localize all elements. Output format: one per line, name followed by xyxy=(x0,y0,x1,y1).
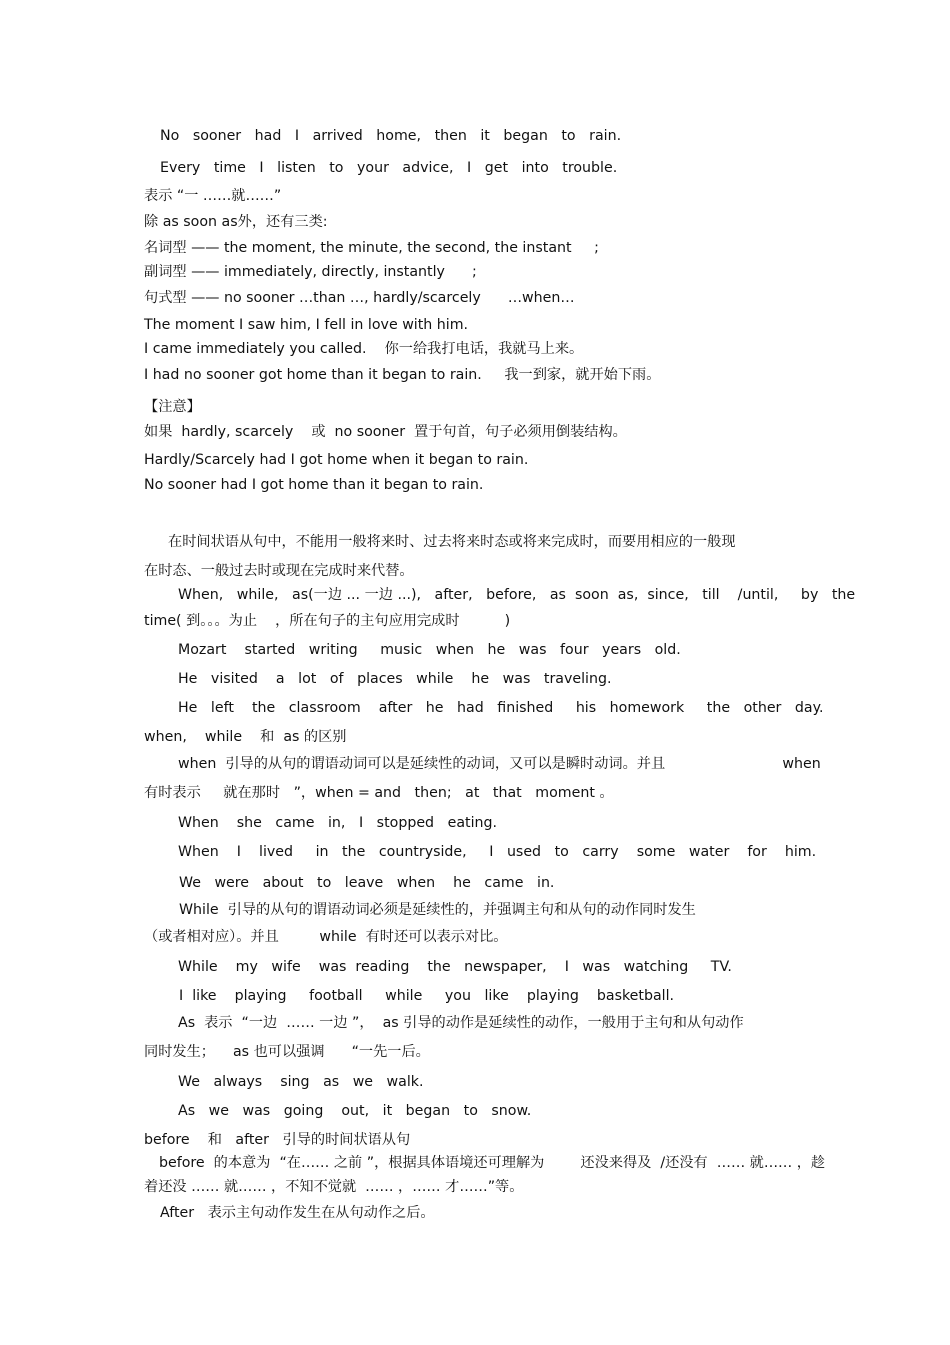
text-line: 在时态、一般过去时或现在完成时来代替。 xyxy=(144,563,414,579)
text-line: When, while, as(一边 ... 一边 ...), after, before, as soon as, since, till /until, by the xyxy=(178,587,856,603)
text-line: After 表示主句动作发生在从句动作之后。 xyxy=(160,1205,435,1221)
text-line: Every time I listen to your advice, I get into trouble. xyxy=(160,160,618,176)
text-line: When I lived in the countryside, I used to carry some water for him. xyxy=(178,844,817,860)
text-line: 除 as soon as外，还有三类: xyxy=(144,214,328,230)
text-line: when, while 和 as 的区别 xyxy=(144,729,347,745)
text-line: before 的本意为 “在…… 之前 ”，根据具体语境还可理解为 还没来得及 /还没有 …… 就…… ，趁 xyxy=(159,1155,826,1171)
text-line: As we was going out, it began to snow. xyxy=(178,1103,532,1119)
text-line: We were about to leave when he came in. xyxy=(179,875,555,891)
text-line: I had no sooner got home than it began to rain. 我一到家，就开始下雨。 xyxy=(144,367,661,383)
text-line: No sooner had I arrived home, then it began to rain. xyxy=(160,128,622,144)
text-line: （或者相对应）。并且 while 有时还可以表示对比。 xyxy=(144,929,508,945)
text-line: While 引导的从句的谓语动词必须是延续性的，并强调主句和从句的动作同时发生 xyxy=(179,902,696,918)
text-line: We always sing as we walk. xyxy=(178,1074,424,1090)
text-line: I came immediately you called. 你一给我打电话，我就马上来。 xyxy=(144,341,584,357)
text-line: He left the classroom after he had finished his homework the other day. xyxy=(178,700,824,716)
text-line: before 和 after 引导的时间状语从句 xyxy=(144,1132,411,1148)
text-line: 同时发生； as 也可以强调 “一先一后。 xyxy=(144,1044,430,1060)
text-line: When she came in, I stopped eating. xyxy=(178,815,498,831)
text-line: time( 到。。。为止 ，所在句子的主句应用完成时 ) xyxy=(144,613,511,629)
text-line: I like playing football while you like playing basketball. xyxy=(179,988,675,1004)
text-line: Mozart started writing music when he was four years old. xyxy=(178,642,681,658)
text-line: 着还没 …… 就…… ，不知不觉就 …… ，…… 才……”等。 xyxy=(144,1179,524,1195)
text-line: While my wife was reading the newspaper, I was watching TV. xyxy=(178,959,732,975)
text-line: 在时间状语从句中，不能用一般将来时、过去将来时态或将来完成时，而要用相应的一般现 xyxy=(168,534,736,550)
text-line: He visited a lot of places while he was traveling. xyxy=(178,671,612,687)
text-line: 有时表示 就在那时 ”，when = and then; at that moment 。 xyxy=(144,785,614,801)
text-line: 如果 hardly, scarcely 或 no sooner 置于句首，句子必须用倒装结构。 xyxy=(144,424,627,440)
text-line: 表示 “一 ……就……” xyxy=(144,188,282,204)
text-line: Hardly/Scarcely had I got home when it began to rain. xyxy=(144,452,529,468)
text-line: when 引导的从句的谓语动词可以是延续性的动词，又可以是瞬时动词。并且 when xyxy=(178,756,821,772)
text-line: 名词型 —— the moment, the minute, the second, the instant ; xyxy=(144,240,599,256)
text-line: The moment I saw him, I fell in love with him. xyxy=(144,317,469,333)
text-line: 副词型 —— immediately, directly, instantly ; xyxy=(144,264,477,280)
text-line: 句式型 —— no sooner …than …, hardly/scarcely …when… xyxy=(144,290,575,306)
text-line: As 表示 “一边 …… 一边 ”， as 引导的动作是延续性的动作，一般用于主句和从句动作 xyxy=(178,1015,744,1031)
text-line: 【注意】 xyxy=(144,399,201,415)
text-line: No sooner had I got home than it began to rain. xyxy=(144,477,484,493)
